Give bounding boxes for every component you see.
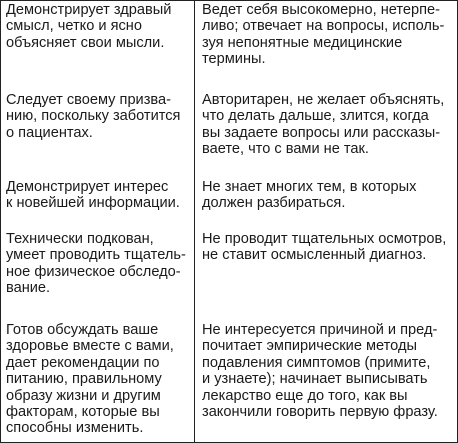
text-line: объясняет свои мысли.: [6, 34, 165, 51]
text-line: смысл, четко и ясно: [6, 18, 142, 35]
row-2-right-cell: [202, 92, 444, 158]
text-line: Ведет себя высокомерно, нетерпе-: [202, 2, 441, 18]
row-4-right-cell: [202, 231, 446, 264]
text-line: образу жизни и другим: [6, 387, 161, 404]
row-1-left-cell: [6, 2, 171, 51]
row-3-right-cell: [202, 179, 416, 212]
row-2-left-cell: [6, 92, 180, 141]
text-line: термины.: [202, 51, 266, 68]
text-line: Не знает многих тем, в которых: [202, 179, 417, 195]
text-line: закончили говорить первую фразу.: [202, 404, 438, 421]
text-line: Готов обсуждать ваше: [6, 322, 159, 338]
text-line: вы задаете вопросы или рассказы-: [202, 124, 441, 141]
text-line: почитает эмпирические методы: [202, 338, 417, 355]
text-line: Авторитарен, не желает объяснять,: [202, 92, 445, 108]
text-line: Следует своему призва-: [6, 92, 171, 108]
text-line: Не проводит тщательных осмотров,: [202, 231, 447, 247]
row-4-left-cell: [6, 231, 186, 297]
text-line: факторам, которые вы: [6, 404, 160, 421]
text-line: лекарство еще до того, как вы: [202, 387, 408, 404]
text-line: Технически подкован,: [6, 231, 154, 247]
text-line: здоровье вместе с вами,: [6, 338, 174, 355]
row-3-left-cell: [6, 179, 180, 212]
text-line: и узнаете); начинает выписывать: [202, 371, 428, 388]
text-line: не ставит осмысленный диагноз.: [202, 247, 427, 264]
text-line: Не интересуется причиной и пред-: [202, 322, 438, 338]
text-line: питанию, правильному: [6, 371, 162, 388]
text-line: ваете, что с вами не так.: [202, 141, 369, 158]
text-line: должен разбираться.: [202, 195, 346, 212]
text-line: что делать дальше, злится, когда: [202, 108, 429, 125]
text-line: Демонстрирует интерес: [6, 179, 169, 195]
text-line: ное физическое обследо-: [6, 263, 181, 280]
text-line: вание.: [6, 280, 51, 297]
row-5-right-cell: [202, 322, 438, 420]
text-line: способны изменить.: [6, 420, 144, 437]
column-divider: [194, 1, 195, 442]
row-5-left-cell: [6, 322, 174, 437]
text-line: подавления симптомов (примите,: [202, 354, 431, 371]
row-1-right-cell: [202, 2, 444, 68]
text-line: зуя непонятные медицинские: [202, 34, 403, 51]
text-line: умеет проводить тщатель-: [6, 247, 186, 264]
text-line: Демонстрирует здравый: [6, 2, 172, 18]
text-line: к новейшей информации.: [6, 195, 180, 212]
text-line: дает рекомендации по: [6, 354, 160, 371]
text-line: нию, поскольку заботится: [6, 108, 181, 125]
text-line: ливо; отвечает на вопросы, исполь-: [202, 18, 445, 35]
text-line: о пациентах.: [6, 124, 93, 141]
